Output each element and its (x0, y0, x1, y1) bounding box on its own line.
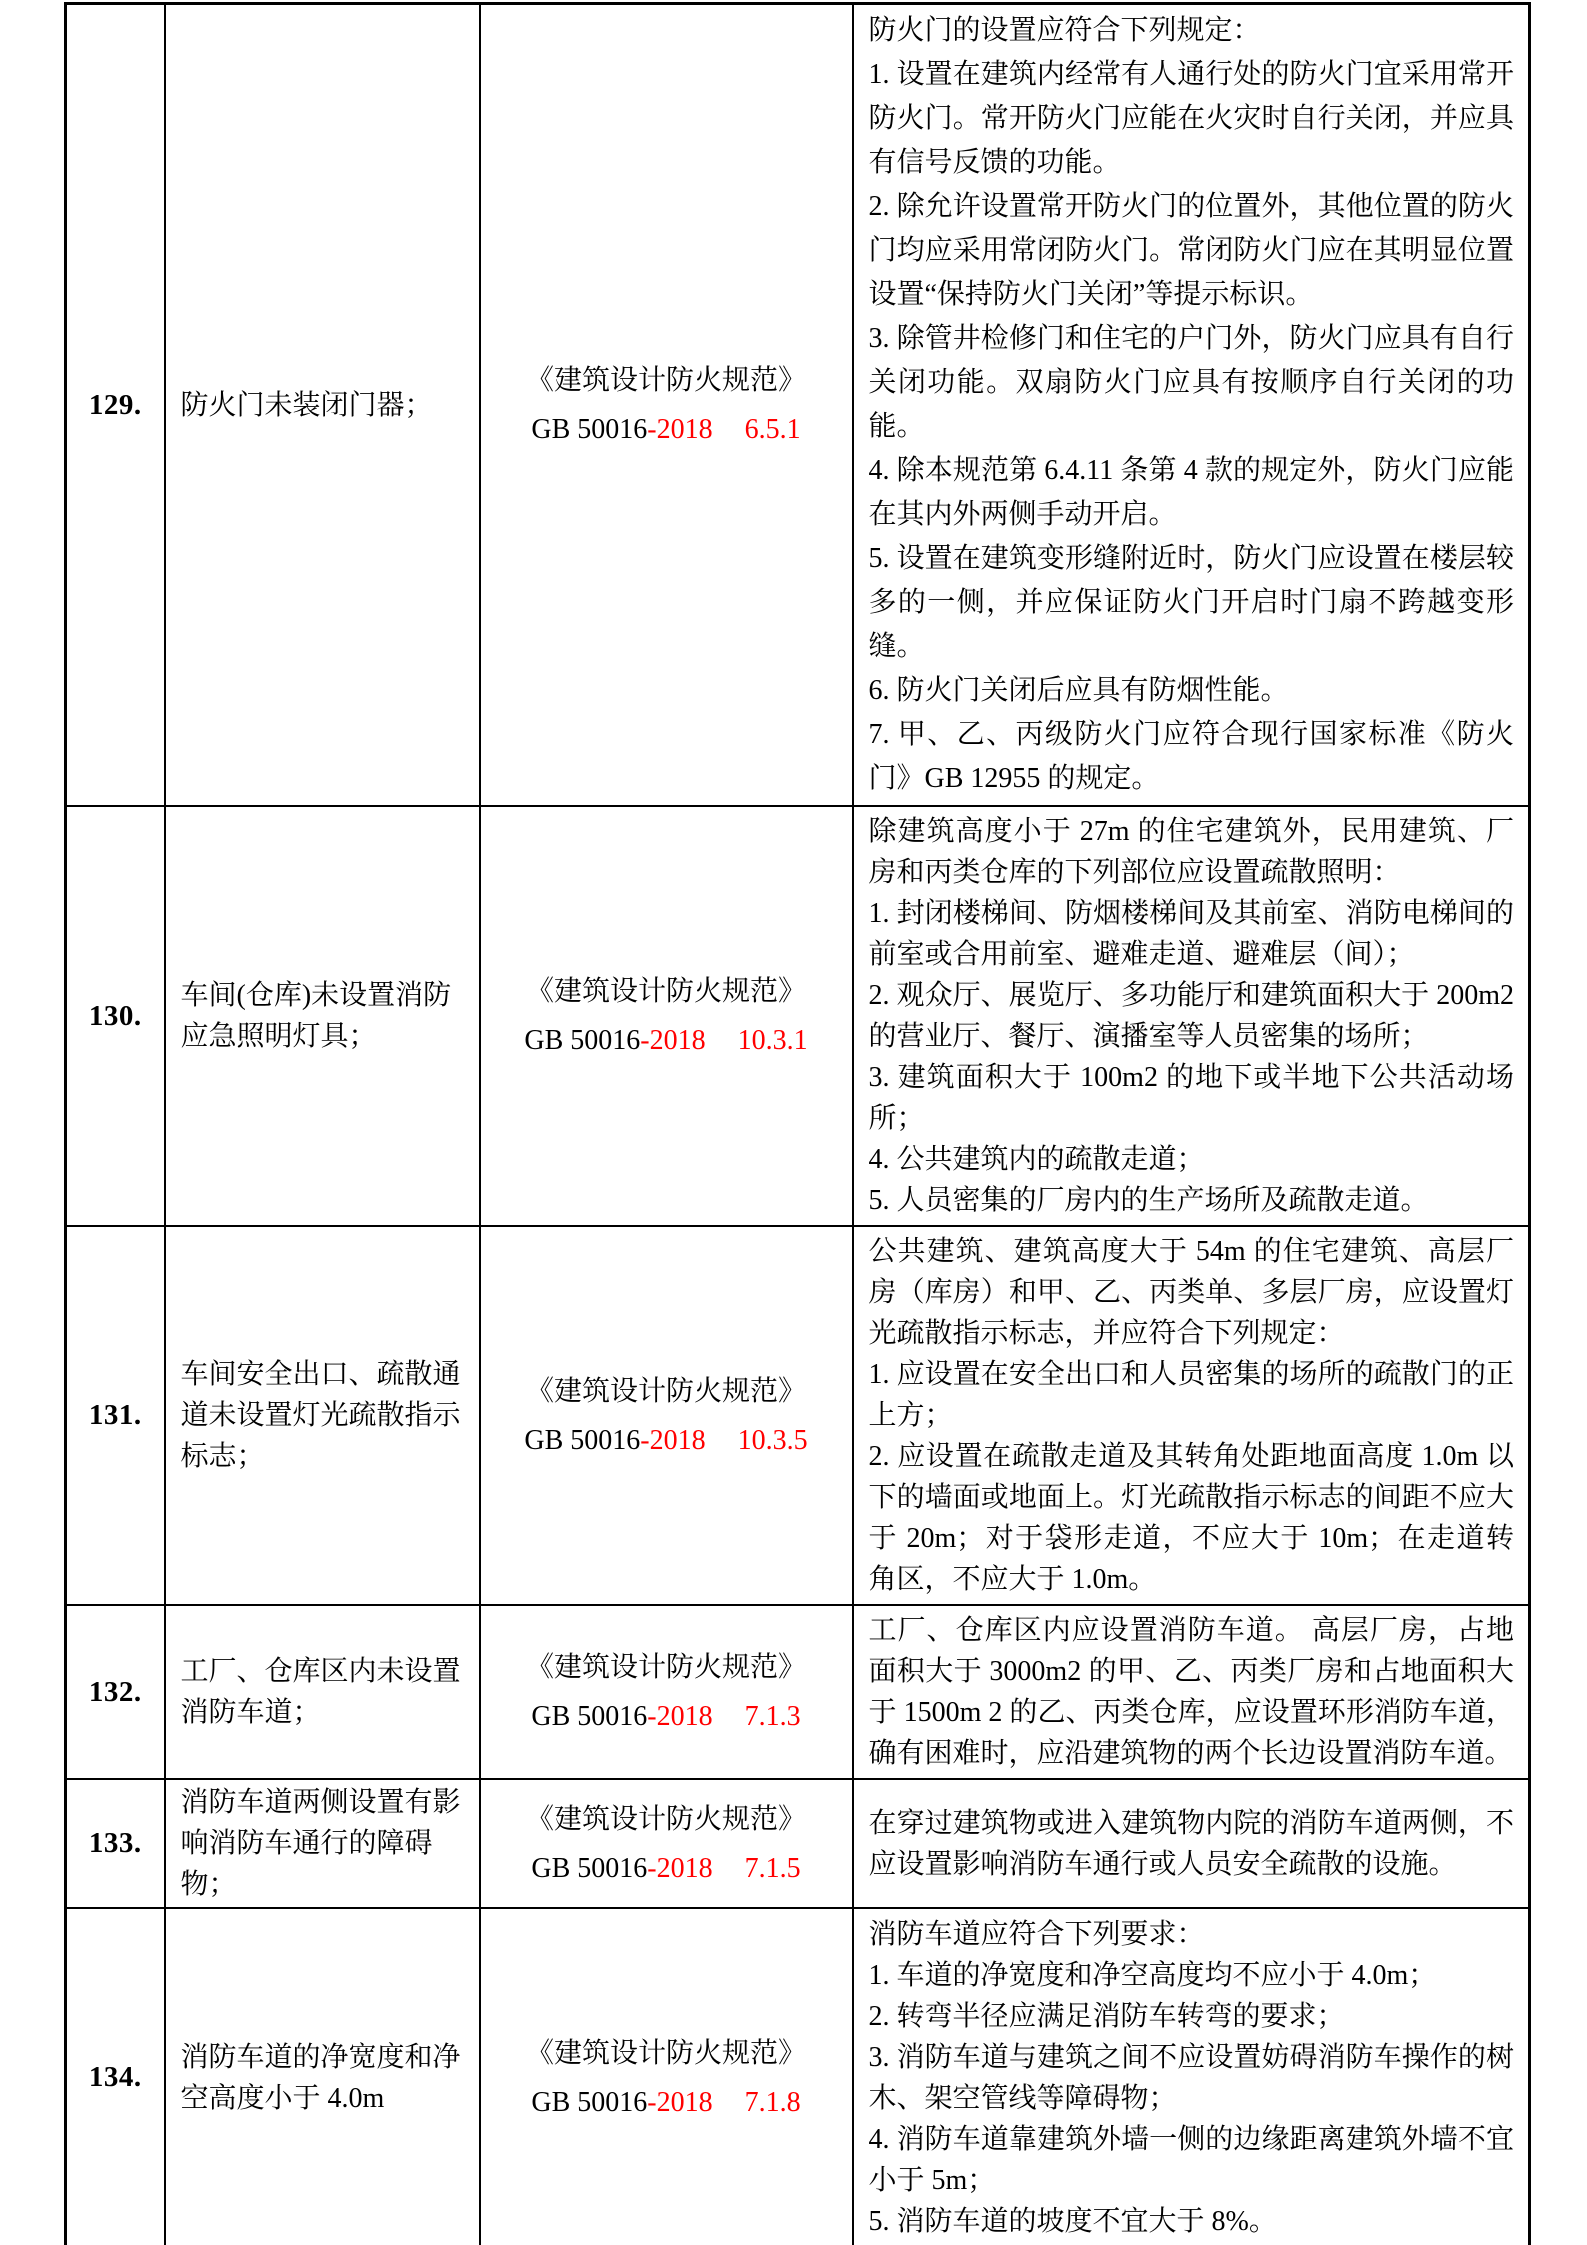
regulation-code (487, 409, 846, 450)
detail-paragraph: 公共建筑、建筑高度大于 54m 的住宅建筑、高层厂房（库房）和甲、乙、丙类单、多层厂房，应设置灯光疏散指示标志，并应符合下列规定： (868, 1236, 1514, 1349)
regulation-title: 《建筑设计防火规范》 (525, 1652, 806, 1683)
regulation-title: 《建筑设计防火规范》 (525, 1375, 806, 1407)
detail-paragraph: 5. 设置在建筑变形缝附近时，防火门应设置在楼层较多的一侧，并应保证防火门开启时门扇不跨越变形缝。 (868, 543, 1514, 662)
detail-paragraph: 4. 消防车道靠建筑外墙一侧的边缘距离建筑外墙不宜小于 5m； (868, 2123, 1514, 2196)
table-row (66, 1779, 1530, 1908)
detail-paragraph: 2. 转弯半径应满足消防车转弯的要求； (868, 2000, 1345, 2032)
regulation-reference (480, 1605, 853, 1779)
detail-paragraph: 4. 公共建筑内的疏散走道； (868, 1144, 1205, 1175)
regulation-code (487, 1420, 846, 1461)
regulation-details (853, 1605, 1530, 1779)
detail-paragraph: 4. 除本规范第 6.4.11 条第 4 款的规定外，防火门应能在其内外两侧手动开启。 (868, 455, 1514, 530)
regulation-details (853, 1779, 1530, 1908)
regulation-code (487, 1020, 846, 1061)
detail-paragraph: 防火门的设置应符合下列规定： (868, 15, 1261, 46)
code-number: GB 50016 (531, 414, 648, 445)
detail-paragraph: 6. 防火门关闭后应具有防烟性能。 (868, 675, 1289, 706)
code-year: -2018 (647, 1701, 713, 1732)
issue-description: 车间(仓库)未设置消防应急照明灯具； (165, 806, 480, 1226)
code-section: 7.1.3 (744, 1701, 801, 1732)
regulation-details (853, 1226, 1530, 1605)
code-year: -2018 (647, 2086, 713, 2118)
detail-paragraph: 1. 封闭楼梯间、防烟楼梯间及其前室、消防电梯间的前室或合用前室、避难走道、避难层（间）； (868, 898, 1514, 970)
detail-paragraph: 除建筑高度小于 27m 的住宅建筑外，民用建筑、厂房和丙类仓库的下列部位应设置疏散照明： (868, 816, 1514, 888)
table-row (66, 806, 1530, 1226)
row-number: 129. (66, 4, 165, 807)
code-section: 7.1.8 (744, 2086, 801, 2118)
regulation-code (487, 2082, 846, 2123)
issue-description: 消防车道两侧设置有影响消防车通行的障碍物； (165, 1779, 480, 1908)
detail-paragraph: 消防车道应符合下列要求： (868, 1918, 1205, 1950)
detail-paragraph: 5. 人员密集的厂房内的生产场所及疏散走道。 (868, 1185, 1429, 1216)
regulation-details (853, 4, 1530, 807)
regulation-reference (480, 1908, 853, 2245)
detail-paragraph: 1. 设置在建筑内经常有人通行处的防火门宜采用常开防火门。常开防火门应能在火灾时自行关闭，并应具有信号反馈的功能。 (868, 59, 1514, 178)
detail-paragraph: 3. 除管井检修门和住宅的户门外，防火门应具有自行关闭功能。双扇防火门应具有按顺序自行关闭的功能。 (868, 323, 1514, 442)
regulation-title: 《建筑设计防火规范》 (525, 1803, 806, 1835)
regulation-title: 《建筑设计防火规范》 (525, 976, 806, 1007)
regulation-reference (480, 1226, 853, 1605)
issue-description: 车间安全出口、疏散通道未设置灯光疏散指示标志； (165, 1226, 480, 1605)
code-year: -2018 (640, 1025, 706, 1056)
code-number: GB 50016 (524, 1025, 641, 1056)
code-section: 6.5.1 (744, 414, 801, 445)
table-row (66, 1226, 1530, 1605)
regulation-title: 《建筑设计防火规范》 (525, 2037, 806, 2069)
detail-paragraph: 2. 除允许设置常开防火门的位置外，其他位置的防火门均应采用常闭防火门。常闭防火门应在其明显位置设置“保持防火门关闭”等提示标识。 (868, 191, 1514, 310)
regulation-reference (480, 806, 853, 1226)
row-number: 133. (66, 1779, 165, 1908)
detail-paragraph: 工厂、仓库区内应设置消防车道。 高层厂房，占地面积大于 3000m2 的甲、乙、丙类厂房和占地面积大于 1500m 2 的乙、丙类仓库，应设置环形消防车道，确有困难时，应沿建筑物的两个长边设置消防车道。 (868, 1615, 1514, 1769)
fire-code-violations-table (64, 2, 1531, 2245)
code-year: -2018 (647, 1852, 713, 1884)
table-row (66, 4, 1530, 807)
regulation-reference (480, 4, 853, 807)
code-section: 10.3.5 (737, 1424, 808, 1456)
detail-paragraph: 5. 消防车道的坡度不宜大于 8%。 (868, 2205, 1277, 2237)
code-number: GB 50016 (531, 1852, 648, 1884)
code-number: GB 50016 (531, 1701, 648, 1732)
code-number: GB 50016 (531, 2086, 648, 2118)
detail-paragraph: 3. 消防车道与建筑之间不应设置妨碍消防车操作的树木、架空管线等障碍物； (868, 2041, 1514, 2114)
code-section: 10.3.1 (737, 1025, 808, 1056)
detail-paragraph: 3. 建筑面积大于 100m2 的地下或半地下公共活动场所； (868, 1062, 1514, 1134)
detail-paragraph: 1. 应设置在安全出口和人员密集的场所的疏散门的正上方； (868, 1359, 1514, 1431)
code-year: -2018 (640, 1424, 706, 1456)
table-row (66, 1605, 1530, 1779)
regulation-title: 《建筑设计防火规范》 (525, 365, 806, 396)
regulation-reference (480, 1779, 853, 1908)
detail-paragraph: 2. 观众厅、展览厅、多功能厅和建筑面积大于 200m2 的营业厅、餐厅、演播室等人员密集的场所； (868, 980, 1514, 1052)
issue-description: 工厂、仓库区内未设置消防车道； (165, 1605, 480, 1779)
code-section: 7.1.5 (744, 1852, 801, 1884)
detail-paragraph: 1. 车道的净宽度和净空高度均不应小于 4.0m； (868, 1959, 1437, 1991)
regulation-details (853, 806, 1530, 1226)
issue-description: 消防车道的净宽度和净空高度小于 4.0m (165, 1908, 480, 2245)
code-year: -2018 (647, 414, 713, 445)
detail-paragraph: 在穿过建筑物或进入建筑物内院的消防车道两侧，不应设置影响消防车通行或人员安全疏散的设施。 (868, 1807, 1514, 1880)
row-number: 130. (66, 806, 165, 1226)
row-number: 134. (66, 1908, 165, 2245)
code-number: GB 50016 (524, 1424, 641, 1456)
detail-paragraph: 2. 应设置在疏散走道及其转角处距地面高度 1.0m 以下的墙面或地面上。灯光疏散指示标志的间距不应大于 20m；对于袋形走道，不应大于 10m；在走道转角区，不应大于 1.0m。 (868, 1441, 1514, 1595)
regulation-code (487, 1848, 846, 1889)
regulation-code (487, 1696, 846, 1737)
table-row (66, 1908, 1530, 2245)
row-number: 132. (66, 1605, 165, 1779)
detail-paragraph: 7. 甲、乙、丙级防火门应符合现行国家标准《防火门》GB 12955 的规定。 (868, 719, 1514, 794)
regulation-details (853, 1908, 1530, 2245)
row-number: 131. (66, 1226, 165, 1605)
issue-description: 防火门未装闭门器； (165, 4, 480, 807)
